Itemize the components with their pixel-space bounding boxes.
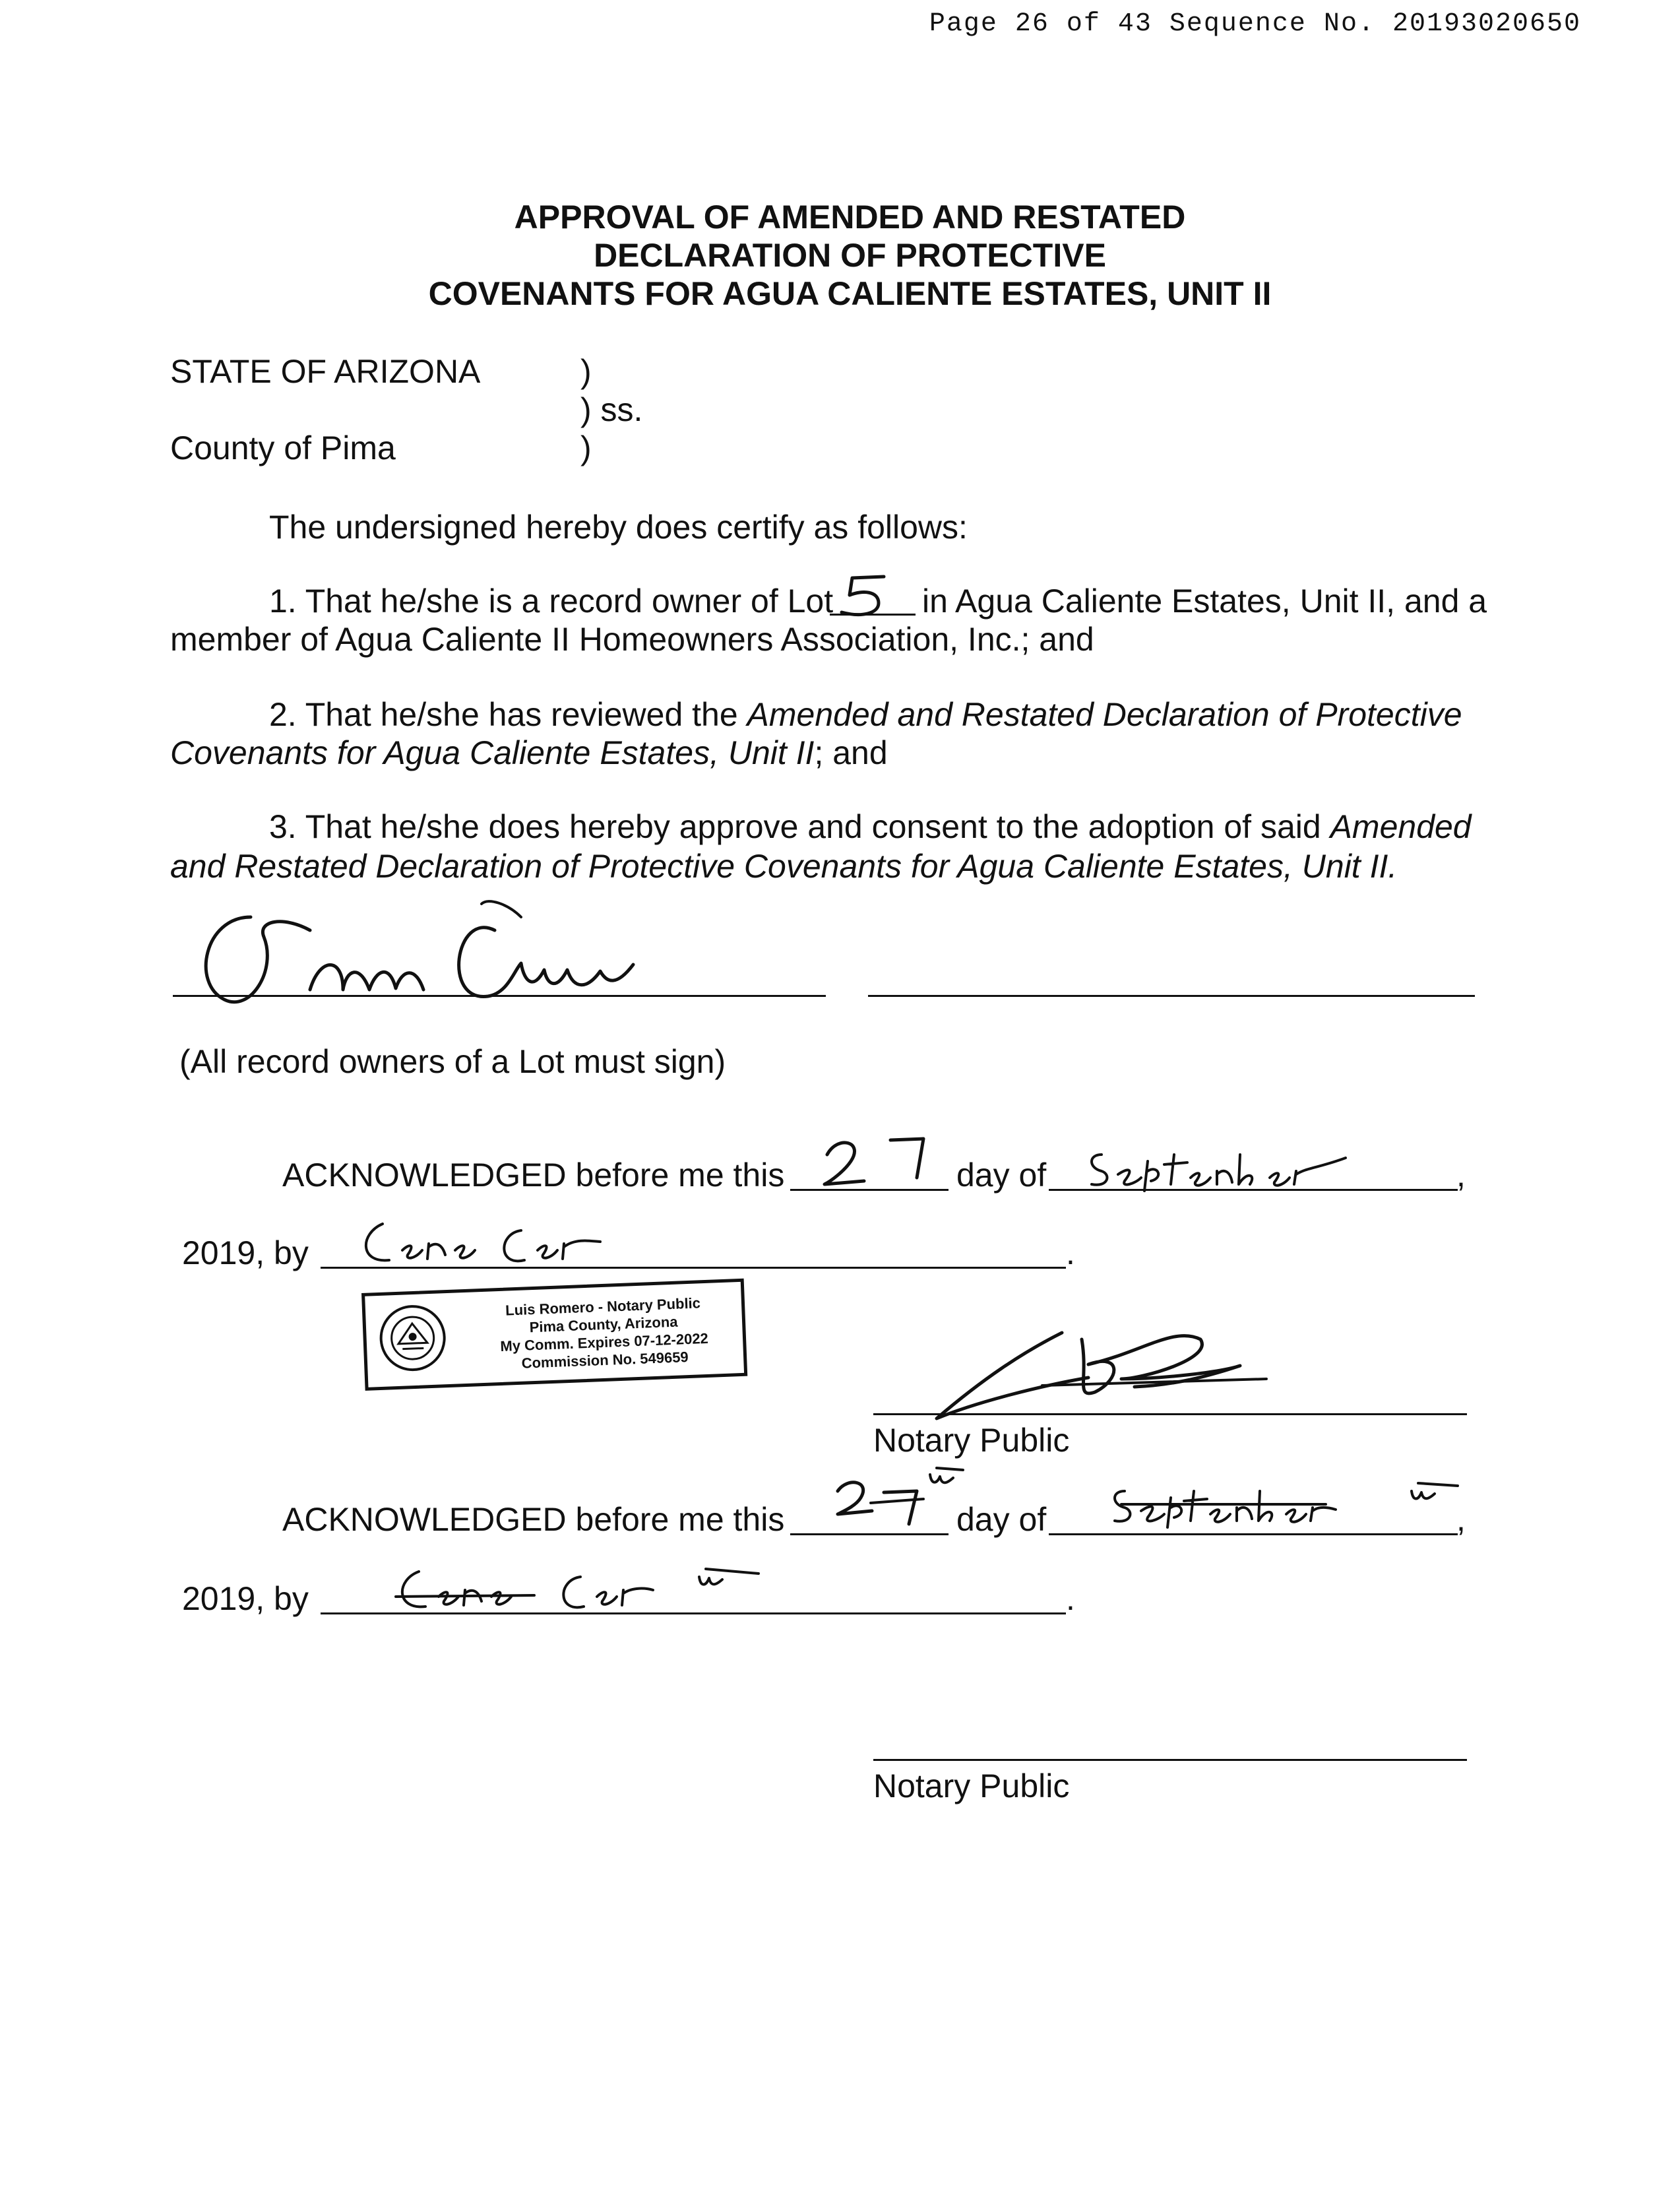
ack-1-day-handwritten: [818, 1128, 950, 1194]
stamp-line-2: Pima County, Arizona: [529, 1313, 678, 1336]
ack-2-day-of: day of: [956, 1501, 1047, 1538]
ack-2-month-handwritten: [1108, 1471, 1478, 1537]
notary-2-label: Notary Public: [873, 1768, 1070, 1804]
stamp-line-4: Commission No. 549659: [521, 1349, 689, 1372]
stamp-text: [471, 1292, 737, 1374]
document-title: [0, 198, 1680, 313]
ack-2-period: .: [1066, 1580, 1075, 1617]
venue-paren-3: ): [580, 430, 592, 466]
owner-signature-line-2: [868, 995, 1475, 997]
venue-state: STATE OF ARIZONA: [170, 353, 481, 390]
notary-2-signature-line: [873, 1759, 1467, 1761]
notary-seal-icon: [377, 1302, 449, 1374]
item-2-document-name-cont: Covenants for Agua Caliente Estates, Unit II: [170, 734, 815, 771]
stamp-line-1: Luis Romero - Notary Public: [505, 1294, 701, 1319]
ack-1-day-of: day of: [956, 1157, 1047, 1194]
signature-note: (All record owners of a Lot must sign): [179, 1043, 726, 1080]
title-line-3: COVENANTS FOR AGUA CALIENTE ESTATES, UNIT II: [428, 275, 1272, 312]
title-line-1: APPROVAL OF AMENDED AND RESTATED: [514, 199, 1186, 236]
page-sequence-header: Page 26 of 43 Sequence No. 20193020650: [929, 9, 1581, 39]
item-1-text-a: 1. That he/she is a record owner of Lot: [269, 583, 834, 620]
title-line-2: DECLARATION OF PROTECTIVE: [594, 237, 1106, 274]
item-2-document-name: Amended and Restated Declaration of Protective: [747, 696, 1462, 733]
ack-2-year-by: 2019, by: [182, 1580, 309, 1617]
ack-2-comma: ,: [1456, 1501, 1466, 1538]
notary-1-signature-line: [873, 1413, 1467, 1415]
item-3-line2: and Restated Declaration of Protective Covenants for Agua Caliente Estates, Unit II.: [170, 848, 1398, 885]
item-3-text-a: 3. That he/she does hereby approve and consent to the adoption of said: [269, 808, 1330, 845]
owner-signature: [178, 891, 679, 1029]
ack-1-year-by: 2019, by: [182, 1234, 309, 1271]
lot-number-handwritten: [832, 573, 898, 619]
item-3-document-name: Amended: [1330, 808, 1472, 845]
item-3-line1: [269, 806, 1472, 847]
ack-1-prefix: ACKNOWLEDGED before me this: [282, 1157, 785, 1194]
venue-county: County of Pima: [170, 430, 396, 466]
item-2-text-a: 2. That he/she has reviewed the: [269, 696, 747, 733]
item-1-text-b: in Agua Caliente Estates, Unit II, and a: [922, 583, 1487, 620]
venue-paren-1: ): [580, 353, 592, 390]
notary-1-label: Notary Public: [873, 1422, 1070, 1459]
item-2-line1: [269, 694, 1462, 735]
item-1-text-line2: member of Agua Caliente II Homeowners Association, Inc.; and: [170, 621, 1094, 658]
ack-2-prefix: ACKNOWLEDGED before me this: [282, 1501, 785, 1538]
item-2-text-end: ; and: [814, 734, 888, 771]
ack-1-comma: ,: [1456, 1157, 1466, 1194]
ack-1-month-handwritten: [1082, 1141, 1359, 1194]
ack-1-period: .: [1066, 1234, 1075, 1271]
item-2-line2: [170, 732, 888, 773]
stamp-line-3: My Comm. Expires 07-12-2022: [500, 1329, 709, 1354]
venue-ss: ) ss.: [580, 391, 643, 428]
ack-1-by-handwritten: [356, 1214, 686, 1273]
notary-stamp: [361, 1279, 747, 1391]
ack-2-by-handwritten: [389, 1557, 785, 1623]
intro-text: The undersigned hereby does certify as follows:: [269, 509, 968, 546]
owner-signature-line-1: [173, 995, 826, 997]
